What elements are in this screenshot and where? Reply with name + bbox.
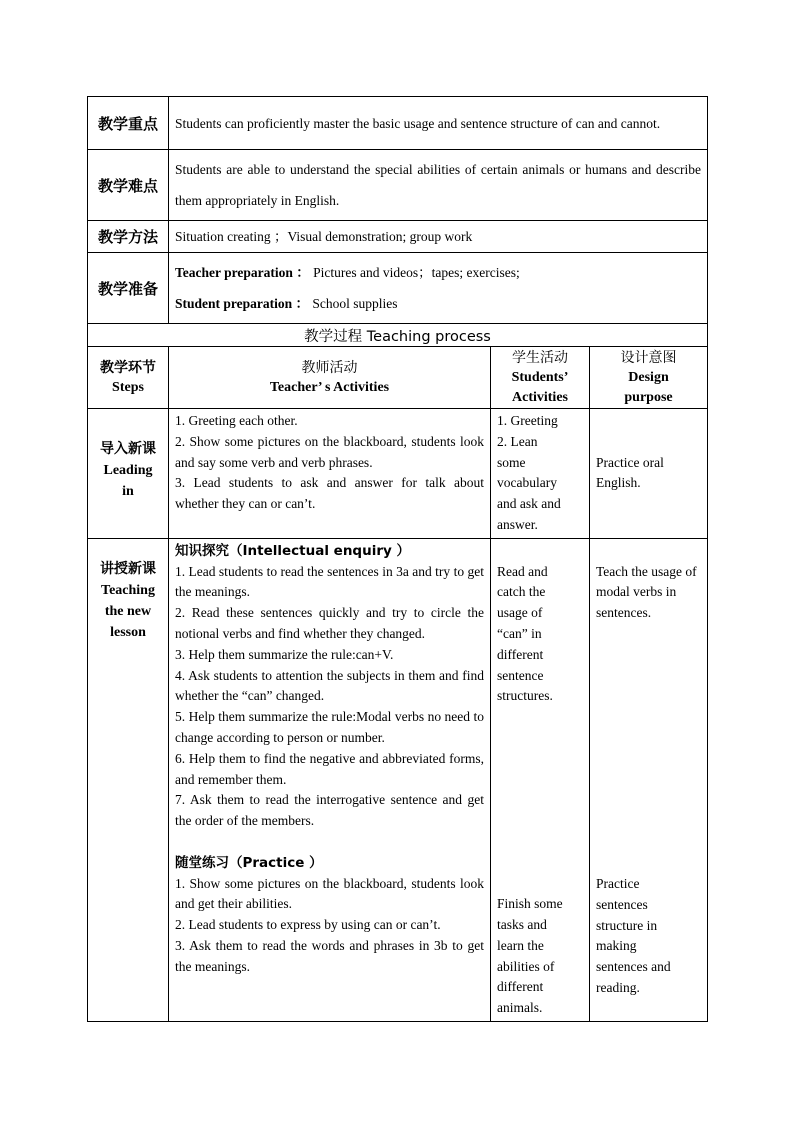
teacher-header-cn: 教师活动 xyxy=(301,359,358,376)
leading-in-row xyxy=(88,409,708,539)
list-item: 1. Show some pictures on the blackboard, students look and get their abilities. xyxy=(175,875,484,912)
steps-header-cn: 教学环节 xyxy=(100,359,156,376)
design-header-cn: 设计意图 xyxy=(620,349,677,366)
list-item: 1. Greeting xyxy=(497,413,558,428)
list-item: 5. Help them summarize the rule:Modal verbs no need to change according to person or number. xyxy=(175,709,484,745)
leading-in-students xyxy=(491,409,590,539)
list-item: animals. xyxy=(497,1000,543,1016)
student-prep-text: School supplies xyxy=(309,296,398,311)
list-item: sentences and xyxy=(596,959,671,975)
leading-in-step xyxy=(88,409,169,539)
list-item: 6. Help them to find the negative and abbreviated forms, and remember them. xyxy=(175,750,484,787)
new-lesson-step-en2: the new xyxy=(104,603,152,619)
design-purpose-header xyxy=(590,347,708,409)
leading-in-step-en1: Leading xyxy=(103,463,153,478)
methods-label: 教学方法 xyxy=(88,221,169,253)
list-item: 3. Lead students to ask and answer for talk about whether they can or can’t. xyxy=(175,475,484,512)
preparation-text xyxy=(169,253,708,324)
list-item: different xyxy=(497,979,544,995)
design-header-en2: purpose xyxy=(624,389,673,405)
process-title: 教学过程 Teaching process xyxy=(88,324,708,347)
preparation-label: 教学准备 xyxy=(88,253,169,324)
enquiry-design-text: Teach the usage of modal verbs in sentences. xyxy=(596,563,697,621)
list-item: usage of xyxy=(497,605,543,621)
lesson-plan-page xyxy=(87,96,707,1022)
list-item: 2. Lead students to express by using can or can’t. xyxy=(175,917,441,933)
new-lesson-design xyxy=(590,538,708,1021)
difficulties-text: Students are able to understand the special abilities of certain animals or humans and describe them appropriately in English. xyxy=(169,150,708,221)
list-item: and ask and xyxy=(497,496,561,512)
list-item: making xyxy=(596,938,637,954)
steps-header xyxy=(88,347,169,409)
list-item: different xyxy=(497,646,544,662)
students-header-en2: Activities xyxy=(512,389,568,405)
list-item: 2. Lean xyxy=(497,433,538,449)
list-item: tasks and xyxy=(497,916,547,932)
preparation-row xyxy=(88,253,708,324)
list-item: sentence xyxy=(497,667,544,683)
leading-in-teacher xyxy=(169,409,491,539)
list-item: sentences xyxy=(596,896,648,912)
list-item: 1. Lead students to read the sentences in 3a and try to get the meanings. xyxy=(175,563,484,600)
teacher-prep-label: Teacher preparation ： xyxy=(175,265,310,280)
list-item: 4. Ask students to attention the subjects in them and find whether the “can” changed. xyxy=(175,667,484,704)
key-points-row xyxy=(88,97,708,150)
methods-row xyxy=(88,221,708,253)
list-item: 2. Show some pictures on the blackboard, students look and say some verb and verb phrases. xyxy=(175,433,484,470)
list-item: catch the xyxy=(497,584,546,600)
steps-header-en: Steps xyxy=(112,379,144,395)
list-item: 1. Greeting each other. xyxy=(175,413,298,428)
new-lesson-students xyxy=(491,538,590,1021)
teacher-header-en: Teacher’ s Activities xyxy=(269,379,390,395)
difficulties-label: 教学难点 xyxy=(88,150,169,221)
leading-in-step-cn: 导入新课 xyxy=(100,441,156,457)
list-item: 7. Ask them to read the interrogative sentence and get the order of the members. xyxy=(175,792,484,829)
new-lesson-step-cn: 讲授新课 xyxy=(100,560,156,577)
new-lesson-row xyxy=(88,538,708,1021)
list-item: structures. xyxy=(497,688,553,704)
teacher-activities-header xyxy=(169,347,491,409)
list-item: 3. Help them summarize the rule:can+V. xyxy=(175,646,394,662)
teacher-prep-text: Pictures and videos；tapes; exercises; xyxy=(309,265,520,280)
student-prep-label: Student preparation ： xyxy=(175,296,310,311)
practice-heading: 随堂练习（Practice ） xyxy=(175,854,323,871)
leading-in-step-en2: in xyxy=(122,484,134,499)
list-item: 2. Read these sentences quickly and try to circle the notional verbs and find whether they changed. xyxy=(175,605,484,641)
list-item: 3. Ask them to read the words and phrases in 3b to get the meanings. xyxy=(175,937,484,974)
list-item: Finish some xyxy=(497,896,563,912)
process-title-row xyxy=(88,324,708,347)
list-item: Practice xyxy=(596,875,640,891)
list-item: answer. xyxy=(497,516,538,532)
list-item: some xyxy=(497,454,526,470)
column-header-row xyxy=(88,347,708,409)
new-lesson-teacher xyxy=(169,538,491,1021)
lesson-plan-table xyxy=(87,96,708,1022)
methods-text: Situation creating ；Visual demonstration; group work xyxy=(169,221,708,253)
students-activities-header xyxy=(491,347,590,409)
list-item: vocabulary xyxy=(497,475,557,491)
leading-in-design: Practice oral English. xyxy=(590,409,708,539)
design-header-en1: Design xyxy=(628,369,669,385)
list-item: reading. xyxy=(596,979,640,995)
new-lesson-step-en3: lesson xyxy=(110,624,146,640)
new-lesson-step-en1: Teaching xyxy=(101,582,155,598)
new-lesson-step xyxy=(88,538,169,1021)
difficulties-row xyxy=(88,150,708,221)
students-header-cn: 学生活动 xyxy=(512,349,568,366)
students-header-en1: Students’ xyxy=(511,369,569,385)
list-item: abilities of xyxy=(497,958,555,974)
enquiry-heading: 知识探究（Intellectual enquiry ） xyxy=(175,542,410,559)
list-item: “can” in xyxy=(497,625,542,641)
key-points-label: 教学重点 xyxy=(88,97,169,150)
list-item: structure in xyxy=(596,917,658,933)
list-item: Read and xyxy=(497,563,548,579)
key-points-text: Students can proficiently master the basic usage and sentence structure of can and cannot. xyxy=(169,97,708,150)
list-item: learn the xyxy=(497,937,544,953)
